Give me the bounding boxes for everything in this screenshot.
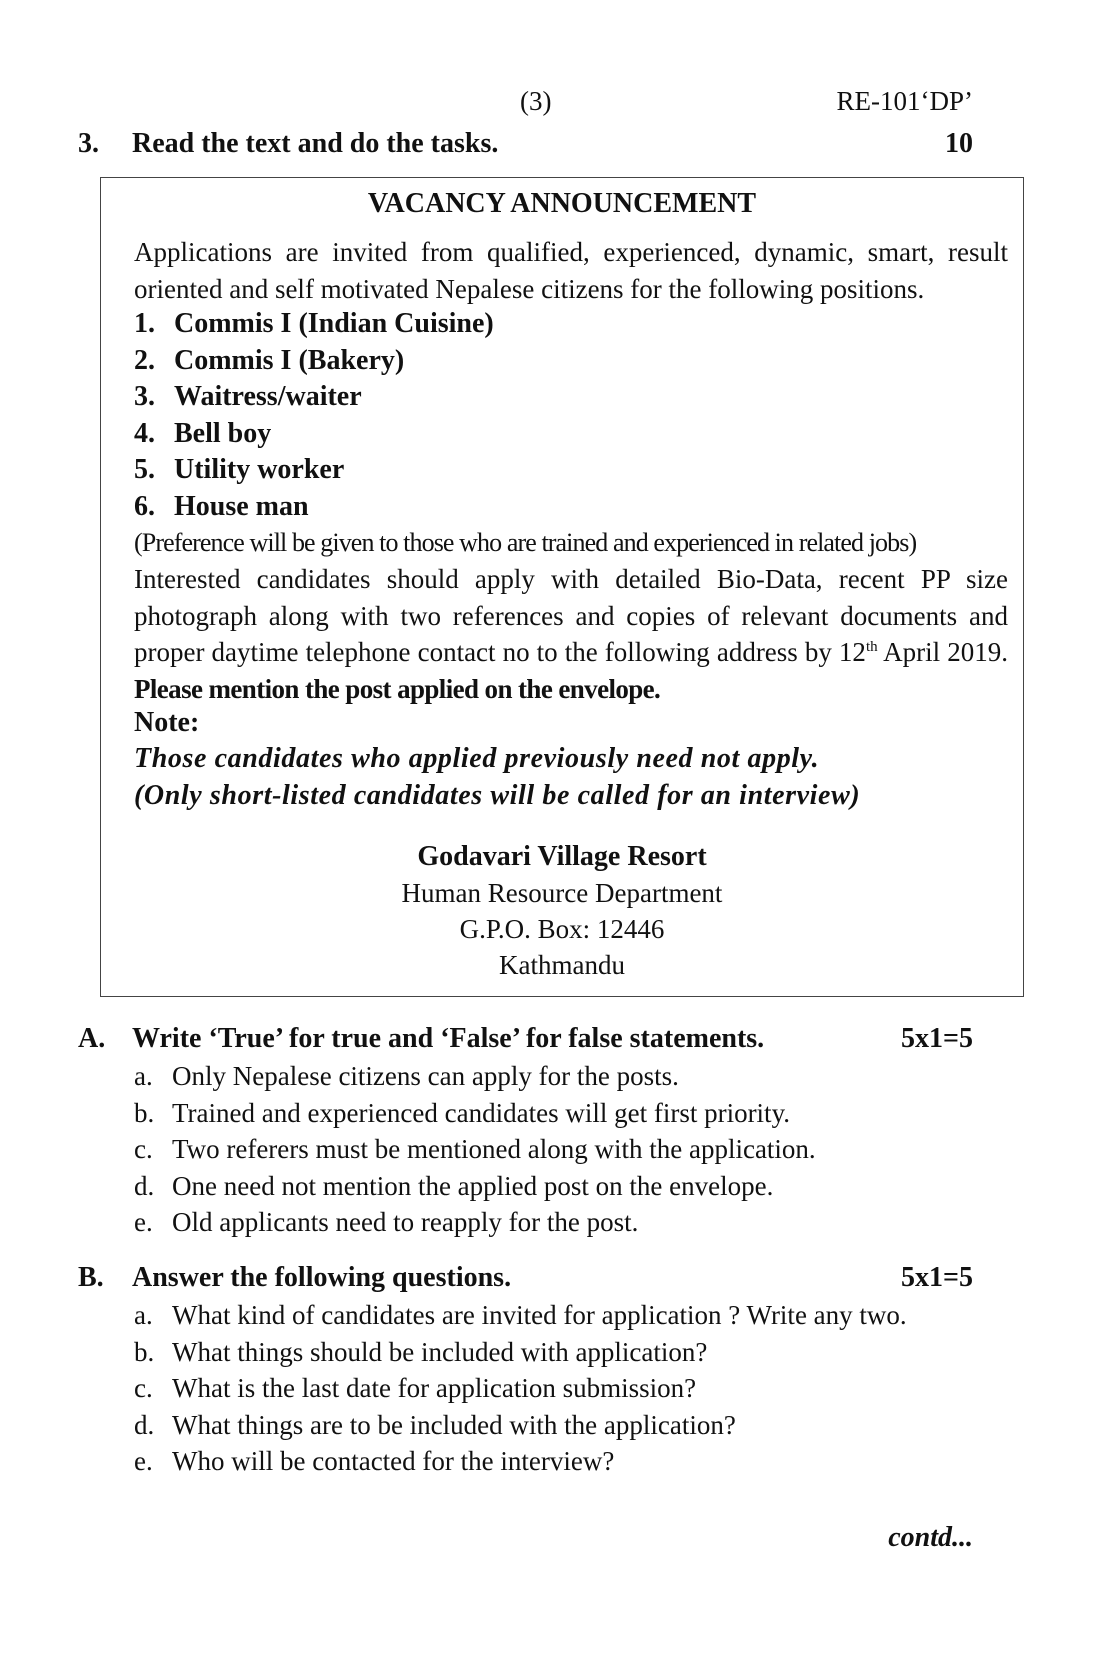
- statement-item: b. Trained and experienced candidates will get first priority.: [134, 1097, 791, 1128]
- positions-list: [134, 306, 494, 525]
- position-item: 2. Commis I (Bakery): [134, 344, 405, 376]
- section-a-instruction: Write ‘True’ for true and ‘False’ for false statements.: [132, 1023, 765, 1054]
- note-label: Note:: [134, 707, 200, 738]
- section-b-letter: B.: [78, 1262, 104, 1293]
- section-a-letter: A.: [78, 1023, 106, 1054]
- apply-date: April 2019.: [877, 637, 1008, 667]
- date-suffix: th: [865, 639, 878, 655]
- statement-item: d. One need not mention the applied post on the envelope.: [134, 1170, 774, 1201]
- section-b-instruction: Answer the following questions.: [132, 1262, 512, 1293]
- question-instruction: Read the text and do the tasks.: [132, 128, 499, 159]
- question-marks: 10: [945, 128, 973, 159]
- address-city: Kathmandu: [499, 950, 625, 980]
- address-dept: Human Resource Department: [401, 878, 723, 908]
- note-line-1: Those candidates who applied previously need not apply.: [134, 743, 820, 774]
- question-item: e. Who will be contacted for the interview?: [134, 1446, 615, 1476]
- position-item: 1. Commis I (Indian Cuisine): [134, 308, 494, 339]
- application-instructions: [134, 561, 1008, 707]
- envelope-instruction: Please mention the post applied on the envelope.: [134, 673, 661, 704]
- question-item: c. What is the last date for application submission?: [134, 1373, 697, 1403]
- question-number: 3.: [78, 128, 99, 159]
- question-item: d. What things are to be included with the application?: [134, 1409, 736, 1440]
- notice-intro: Applications are invited from qualified, experienced, dynamic, smart, result oriented and self motivated Nepalese citizens for the following positions.: [134, 237, 1008, 304]
- address-org: Godavari Village Resort: [417, 841, 707, 872]
- position-item: 3. Waitress/waiter: [134, 381, 362, 412]
- paper-code: RE-101‘DP’: [836, 86, 973, 116]
- note-line-2: (Only short-listed candidates will be called for an interview): [134, 780, 861, 811]
- continued-label: contd...: [888, 1522, 973, 1553]
- question-item: a. What kind of candidates are invited for application ? Write any two.: [134, 1300, 907, 1330]
- question-item: b. What things should be included with application?: [134, 1336, 708, 1367]
- statement-item: c. Two referers must be mentioned along with the application.: [134, 1134, 816, 1164]
- notice-title: VACANCY ANNOUNCEMENT: [367, 188, 757, 219]
- page-number: (3): [520, 86, 552, 116]
- section-a-marks: 5x1=5: [901, 1023, 973, 1054]
- preference-note: (Preference will be given to those who are trained and experienced in related jobs): [134, 528, 917, 557]
- section-b-marks: 5x1=5: [901, 1262, 973, 1293]
- statement-item: e. Old applicants need to reapply for the post.: [134, 1207, 639, 1237]
- apply-text: Interested candidates should apply with detailed Bio-Data, recent PP size photograph along with two references and copies of relevant documents and proper daytime telephone contact no to the following address by 12: [134, 564, 1008, 667]
- position-item: 5. Utility worker: [134, 454, 345, 485]
- section-a-list: [134, 1058, 973, 1241]
- position-item: 4. Bell boy: [134, 417, 272, 449]
- position-item: 6. House man: [134, 490, 309, 522]
- statement-item: a. Only Nepalese citizens can apply for the posts.: [134, 1061, 679, 1091]
- section-b-list: [134, 1297, 973, 1480]
- address-box: G.P.O. Box: 12446: [459, 914, 665, 944]
- vacancy-notice-box: [100, 177, 1024, 997]
